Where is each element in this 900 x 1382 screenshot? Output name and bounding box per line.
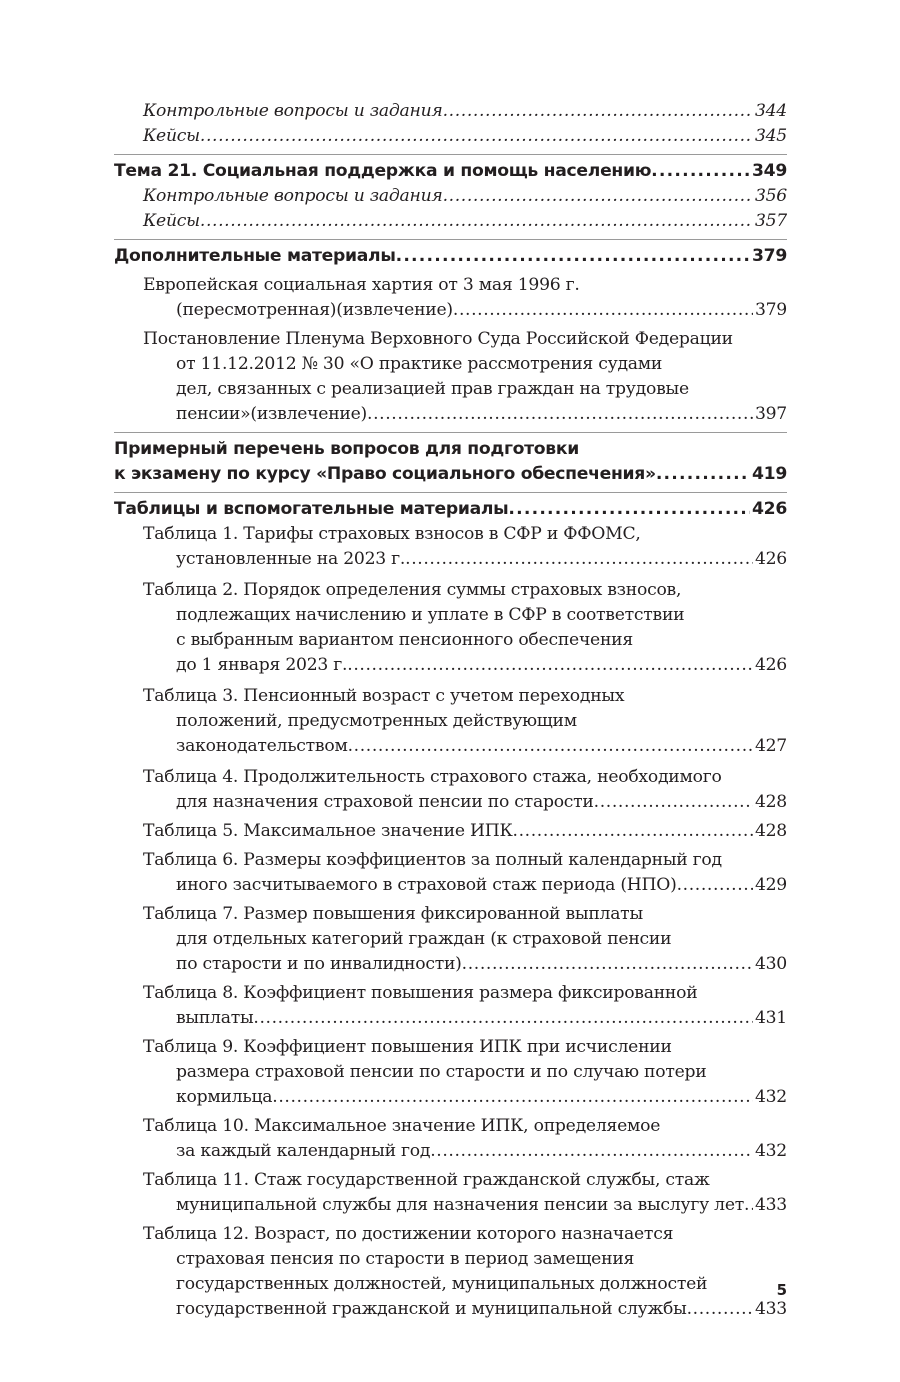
toc-entry-line: дел, связанных с реализацией прав граждан на трудовые xyxy=(176,379,689,399)
toc-entry[interactable] xyxy=(114,684,787,759)
leader-dots xyxy=(367,402,753,427)
leader-dots xyxy=(430,1139,753,1164)
toc-entry[interactable] xyxy=(114,848,787,898)
leader-dots xyxy=(453,298,753,323)
toc-entry-title: пенсии»(извлечение) xyxy=(176,404,368,424)
toc-entry[interactable] xyxy=(114,1114,787,1164)
toc-page-number: 344 xyxy=(754,101,787,121)
leader-dots xyxy=(687,1297,753,1322)
toc-entry-line: Таблица 8. Коэффициент повышения размера фиксированной xyxy=(143,983,698,1003)
toc-page-number: 428 xyxy=(754,821,787,841)
toc-page-number: 428 xyxy=(754,792,787,812)
toc-entry-title: государственной гражданской и муниципальной службы xyxy=(176,1299,687,1319)
toc-entry[interactable] xyxy=(114,819,787,844)
leader-dots xyxy=(200,209,753,234)
toc-page-number: 345 xyxy=(754,126,787,146)
toc-page-number: 427 xyxy=(754,736,787,756)
toc-page-number: 429 xyxy=(754,875,787,895)
toc-entry-line: Таблица 4. Продолжительность страхового стажа, необходимого xyxy=(143,767,722,787)
section-divider xyxy=(114,154,787,155)
toc-entry-line: Таблица 3. Пенсионный возраст с учетом переходных xyxy=(143,686,625,706)
toc-entry-line: Таблица 6. Размеры коэффициентов за полный календарный год xyxy=(143,850,722,870)
toc-entry-line: для отдельных категорий граждан (к страховой пенсии xyxy=(176,929,672,949)
toc-page-number: 426 xyxy=(752,499,787,519)
toc-entry-title: для назначения страховой пенсии по старости xyxy=(176,792,594,812)
toc-section-heading[interactable] xyxy=(114,437,787,487)
toc-entry-line: от 11.12.2012 № 30 «О практике рассмотрения судами xyxy=(176,354,663,374)
toc-entry[interactable] xyxy=(114,1035,787,1110)
toc-entry-title: выплаты xyxy=(176,1008,254,1028)
toc-entry-line: государственных должностей, муниципальных должностей xyxy=(176,1274,708,1294)
toc-entry-line: Таблица 9. Коэффициент повышения ИПК при исчислении xyxy=(143,1037,672,1057)
section-divider xyxy=(114,239,787,240)
toc-entry[interactable] xyxy=(114,124,787,149)
toc-page-number: 419 xyxy=(752,464,787,484)
leader-dots xyxy=(200,124,753,149)
toc-entry-title: муниципальной службы для назначения пенсии за выслугу лет xyxy=(176,1195,745,1215)
toc-entry-title: Кейсы xyxy=(143,126,200,146)
toc-page-number: 430 xyxy=(754,954,787,974)
toc-entry[interactable] xyxy=(114,209,787,234)
toc-page-number: 433 xyxy=(754,1195,787,1215)
toc-entry[interactable] xyxy=(114,765,787,815)
toc-page-number: 379 xyxy=(752,246,787,266)
toc-entry[interactable] xyxy=(114,273,787,323)
toc-page-number: 431 xyxy=(754,1008,787,1028)
leader-dots xyxy=(396,244,750,269)
page-number: 5 xyxy=(776,1281,787,1299)
toc-entry-title: Таблица 5. Максимальное значение ИПК xyxy=(143,821,513,841)
toc-section-heading[interactable] xyxy=(114,497,787,522)
toc-entry-title: за каждый календарный год xyxy=(176,1141,431,1161)
toc-entry-line: подлежащих начислению и уплате в СФР в соответствии xyxy=(176,605,685,625)
toc-page-number: 433 xyxy=(754,1299,787,1319)
toc-entry-line: Таблица 1. Тарифы страховых взносов в СФР и ФФОМС, xyxy=(143,524,641,544)
toc-entry-title: (пересмотренная)(извлечение) xyxy=(176,300,453,320)
toc-page-number: 379 xyxy=(754,300,787,320)
leader-dots xyxy=(347,653,753,678)
toc-entry[interactable] xyxy=(114,1168,787,1218)
section-divider xyxy=(114,432,787,433)
toc-entry-title: иного засчитываемого в страховой стаж периода (НПО) xyxy=(176,875,677,895)
toc-entry[interactable] xyxy=(114,327,787,427)
leader-dots xyxy=(253,1006,753,1031)
toc-section-heading[interactable] xyxy=(114,244,787,269)
toc-entry[interactable] xyxy=(114,99,787,124)
toc-entry-line: Таблица 11. Стаж государственной гражданской службы, стаж xyxy=(143,1170,710,1190)
toc-page-number: 349 xyxy=(752,161,787,181)
toc-page-number: 426 xyxy=(754,655,787,675)
leader-dots xyxy=(272,1085,753,1110)
leader-dots xyxy=(744,1193,753,1218)
leader-dots xyxy=(656,462,750,487)
toc-entry[interactable] xyxy=(114,184,787,209)
toc-entry-title: установленные на 2023 г. xyxy=(176,549,406,569)
toc-entry-line: страховая пенсия по старости в период замещения xyxy=(176,1249,635,1269)
toc-page-number: 356 xyxy=(754,186,787,206)
leader-dots xyxy=(462,952,753,977)
leader-dots xyxy=(405,547,753,572)
toc-entry-title: к экзамену по курсу «Право социального обеспечения» xyxy=(114,464,656,484)
leader-dots xyxy=(594,790,753,815)
toc-entry-title: Кейсы xyxy=(143,211,200,231)
toc-entry-line: Европейская социальная хартия от 3 мая 1996 г. xyxy=(143,275,580,295)
section-divider xyxy=(114,492,787,493)
toc-entry[interactable] xyxy=(114,1222,787,1322)
toc-page-number: 432 xyxy=(754,1087,787,1107)
toc-entry-line: Примерный перечень вопросов для подготовки xyxy=(114,439,579,459)
toc-entry[interactable] xyxy=(114,578,787,678)
toc-entry-line: Таблица 10. Максимальное значение ИПК, определяемое xyxy=(143,1116,661,1136)
toc-entry-title: по старости и по инвалидности) xyxy=(176,954,462,974)
toc-page-number: 426 xyxy=(754,549,787,569)
leader-dots xyxy=(513,819,753,844)
toc-entry-title: Дополнительные материалы xyxy=(114,246,396,266)
toc-entry-title: Таблицы и вспомогательные материалы xyxy=(114,499,509,519)
leader-dots xyxy=(443,99,753,124)
toc-entry-line: с выбранным вариантом пенсионного обеспечения xyxy=(176,630,633,650)
toc-entry-title: до 1 января 2023 г. xyxy=(176,655,348,675)
toc-entry-line: Таблица 12. Возраст, по достижении которого назначается xyxy=(143,1224,674,1244)
toc-entry-line: Таблица 7. Размер повышения фиксированной выплаты xyxy=(143,904,643,924)
leader-dots xyxy=(508,497,750,522)
toc-entry-line: размера страховой пенсии по старости и по случаю потери xyxy=(176,1062,707,1082)
toc-entry-line: положений, предусмотренных действующим xyxy=(176,711,577,731)
toc-entry-line: Постановление Пленума Верховного Суда Российской Федерации xyxy=(143,329,733,349)
toc-entry-title: Контрольные вопросы и задания xyxy=(143,186,443,206)
toc-entry-line: Таблица 2. Порядок определения суммы страховых взносов, xyxy=(143,580,682,600)
toc-entry-title: Тема 21. Социальная поддержка и помощь населению xyxy=(114,161,652,181)
toc-section-heading[interactable] xyxy=(114,159,787,184)
toc-entry[interactable] xyxy=(114,522,787,572)
table-of-contents xyxy=(114,99,787,1322)
toc-page-number: 432 xyxy=(754,1141,787,1161)
leader-dots xyxy=(651,159,750,184)
toc-page-number: 357 xyxy=(754,211,787,231)
toc-entry-title: кормильца xyxy=(176,1087,273,1107)
leader-dots xyxy=(348,734,753,759)
toc-entry[interactable] xyxy=(114,981,787,1031)
toc-entry[interactable] xyxy=(114,902,787,977)
toc-entry-title: Контрольные вопросы и задания xyxy=(143,101,443,121)
toc-page-number: 397 xyxy=(754,404,787,424)
leader-dots xyxy=(677,873,753,898)
toc-entry-title: законодательством xyxy=(176,736,348,756)
leader-dots xyxy=(443,184,753,209)
